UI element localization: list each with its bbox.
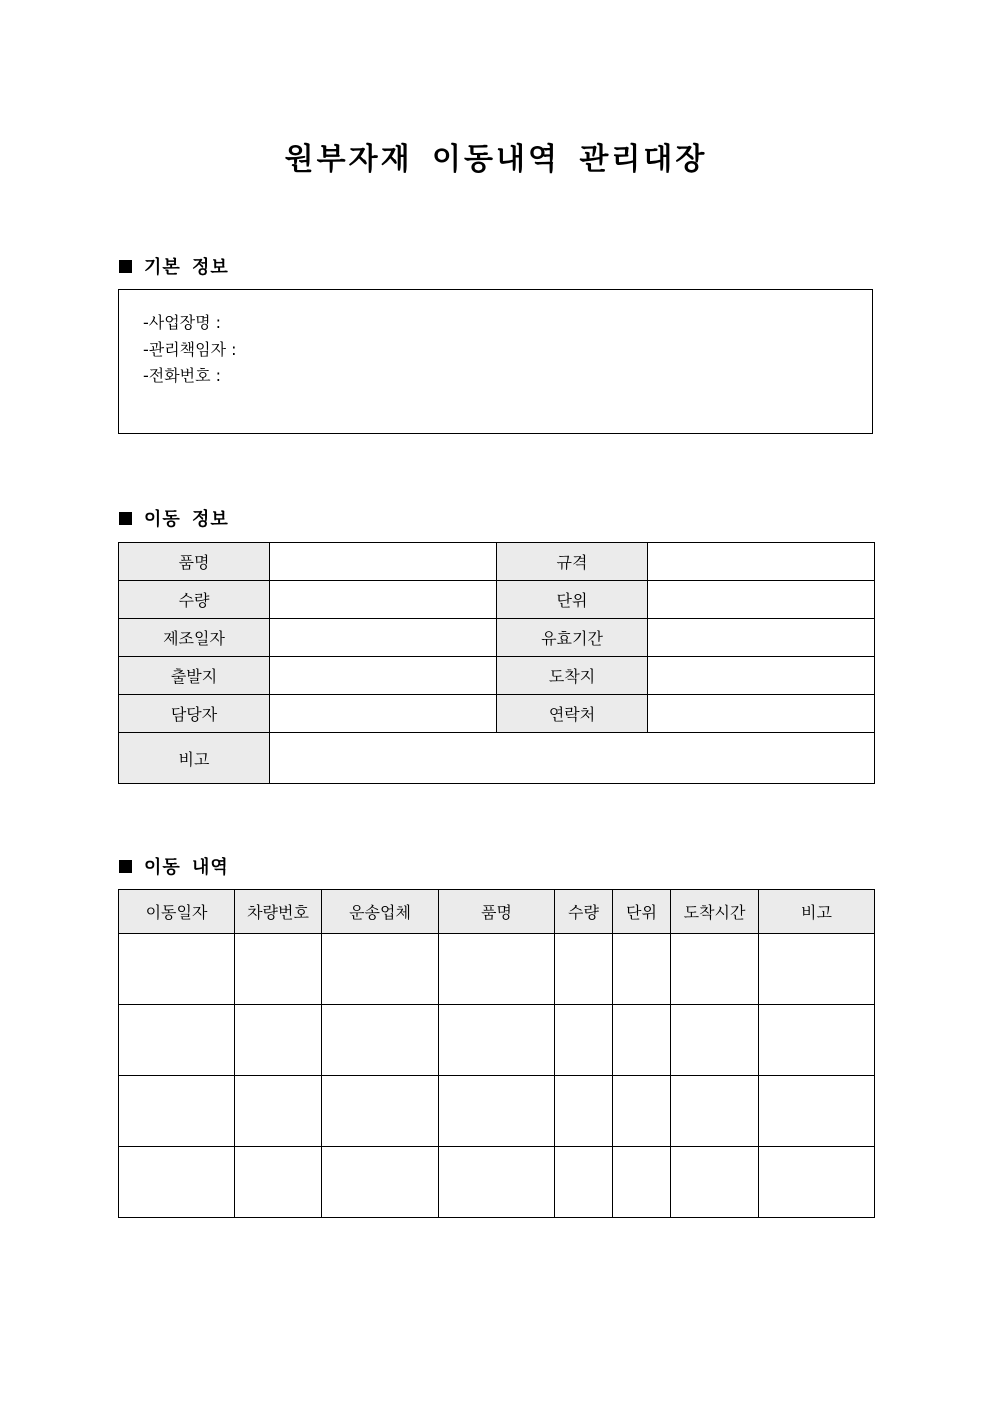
table-cell[interactable] [119,1005,235,1076]
table-cell[interactable] [555,1005,613,1076]
note-label: 비고 [119,733,270,784]
table-row [119,657,875,695]
quantity-label: 수량 [119,581,270,619]
table-cell[interactable] [119,934,235,1005]
table-cell[interactable] [613,1005,671,1076]
table-cell[interactable] [439,1005,555,1076]
quantity-input[interactable] [270,581,497,619]
origin-input[interactable] [270,657,497,695]
table-cell[interactable] [235,1147,322,1218]
movement-info-table [118,542,875,784]
item-name-input[interactable] [270,543,497,581]
table-cell[interactable] [671,1076,759,1147]
section-heading-basic [119,253,229,279]
table-cell[interactable] [322,1005,439,1076]
table-row [119,733,875,784]
section-heading-history [119,853,229,879]
table-row [119,543,875,581]
basic-info-box [118,289,873,434]
table-cell[interactable] [759,1005,875,1076]
section-heading-history-text: 이동 내역 [144,857,229,878]
manager-field[interactable]: -관리책임자 : [143,339,237,359]
movement-history-table [118,889,875,1218]
table-cell[interactable] [322,1147,439,1218]
business-name-field[interactable]: -사업장명 : [143,313,222,332]
table-cell[interactable] [322,934,439,1005]
table-row [119,1147,875,1218]
table-row [119,581,875,619]
page-title: 원부자재 이동내역 관리대장 [284,142,708,177]
table-cell[interactable] [613,934,671,1005]
table-row [119,1005,875,1076]
destination-input[interactable] [648,657,875,695]
section-heading-basic-text: 기본 정보 [144,257,229,278]
section-heading-movement-info-text: 이동 정보 [144,509,229,530]
column-header: 수량 [555,890,613,934]
table-cell[interactable] [613,1147,671,1218]
table-cell[interactable] [759,1147,875,1218]
column-header: 비고 [759,890,875,934]
column-header: 운송업체 [322,890,439,934]
column-header: 단위 [613,890,671,934]
table-cell[interactable] [119,1076,235,1147]
note-input[interactable] [270,733,875,784]
person-in-charge-label: 담당자 [119,695,270,733]
destination-label: 도착지 [497,657,648,695]
column-header: 이동일자 [119,890,235,934]
section-heading-movement-info [119,505,229,531]
table-cell[interactable] [235,934,322,1005]
table-cell[interactable] [439,1076,555,1147]
item-name-label: 품명 [119,543,270,581]
table-cell[interactable] [235,1005,322,1076]
table-cell[interactable] [671,934,759,1005]
table-row [119,619,875,657]
square-bullet-icon [119,512,132,525]
expiry-period-input[interactable] [648,619,875,657]
column-header: 도착시간 [671,890,759,934]
table-cell[interactable] [235,1076,322,1147]
spec-label: 규격 [497,543,648,581]
square-bullet-icon [119,860,132,873]
unit-input[interactable] [648,581,875,619]
spec-input[interactable] [648,543,875,581]
table-cell[interactable] [759,934,875,1005]
table-cell[interactable] [322,1076,439,1147]
table-cell[interactable] [439,1147,555,1218]
table-cell[interactable] [671,1005,759,1076]
square-bullet-icon [119,260,132,273]
table-cell[interactable] [759,1076,875,1147]
table-row [119,1076,875,1147]
table-cell[interactable] [555,934,613,1005]
column-header: 품명 [439,890,555,934]
column-header: 차량번호 [235,890,322,934]
manufacture-date-input[interactable] [270,619,497,657]
table-header-row [119,890,875,934]
table-cell[interactable] [671,1147,759,1218]
manufacture-date-label: 제조일자 [119,619,270,657]
contact-input[interactable] [648,695,875,733]
table-cell[interactable] [119,1147,235,1218]
table-cell[interactable] [555,1147,613,1218]
table-cell[interactable] [555,1076,613,1147]
unit-label: 단위 [497,581,648,619]
table-row [119,934,875,1005]
phone-field[interactable]: -전화번호 : [143,366,222,385]
table-cell[interactable] [439,934,555,1005]
contact-label: 연락처 [497,695,648,733]
person-in-charge-input[interactable] [270,695,497,733]
expiry-period-label: 유효기간 [497,619,648,657]
table-row [119,695,875,733]
table-cell[interactable] [613,1076,671,1147]
origin-label: 출발지 [119,657,270,695]
